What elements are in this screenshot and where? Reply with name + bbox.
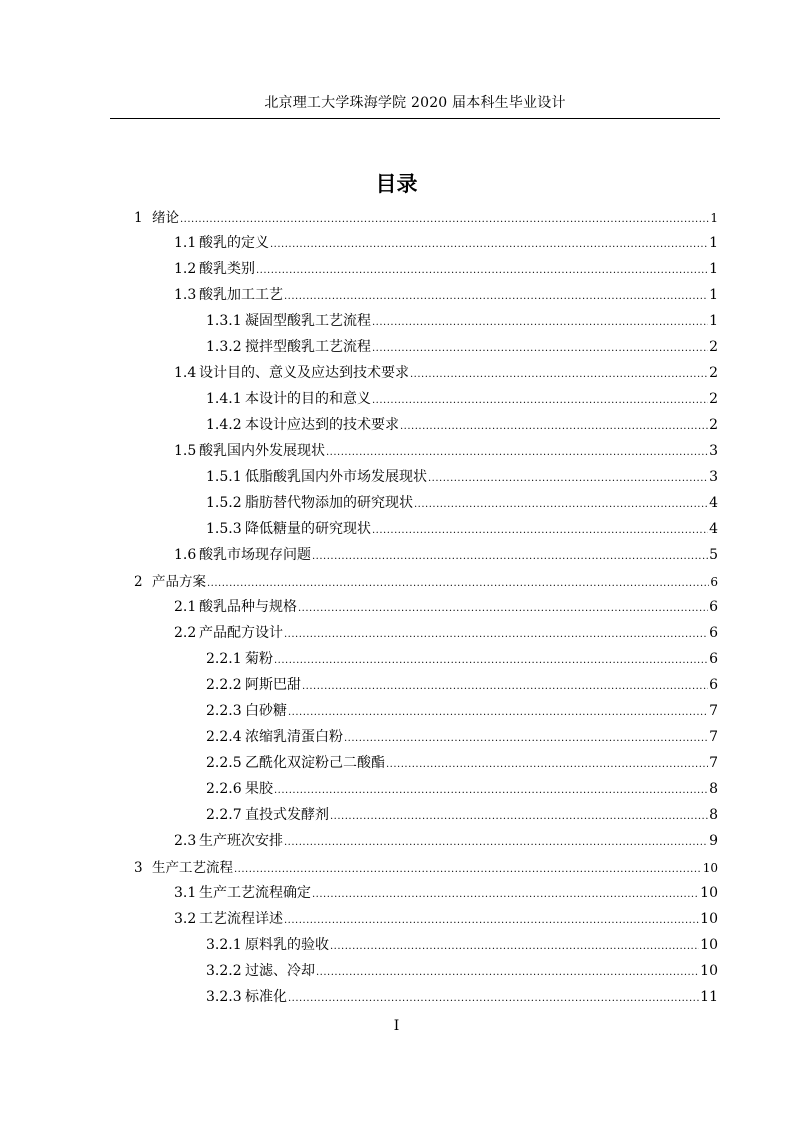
toc-entry[interactable] xyxy=(0,774,793,800)
toc-entry-page: 10 xyxy=(700,911,718,927)
toc-entry[interactable] xyxy=(0,410,793,436)
toc-entry-page: 5 xyxy=(709,547,718,563)
toc-leader-dots xyxy=(274,655,708,666)
toc-entry-page: 6 xyxy=(709,677,718,693)
toc-entry[interactable] xyxy=(0,904,793,930)
toc-entry[interactable] xyxy=(0,384,793,410)
toc-entry-line xyxy=(206,986,718,1006)
toc-entry-number: 3.2.2 xyxy=(206,963,242,979)
toc-entry[interactable] xyxy=(0,540,793,566)
toc-leader-dots xyxy=(428,473,708,484)
toc-entry-title: 生产工艺流程 xyxy=(152,860,233,876)
toc-entry-line xyxy=(134,206,718,226)
toc-leader-dots xyxy=(410,369,708,380)
toc-entry-page: 6 xyxy=(709,599,718,615)
toc-entry-number: 1.3 xyxy=(174,287,197,303)
toc-entry-page: 7 xyxy=(709,703,718,719)
toc-entry[interactable] xyxy=(0,748,793,774)
toc-entry-number: 1.5.3 xyxy=(206,521,242,537)
toc-entry-line xyxy=(174,258,718,278)
toc-entry-page: 10 xyxy=(700,937,718,953)
toc-entry-title: 产品方案 xyxy=(152,574,206,590)
toc-entry[interactable] xyxy=(0,332,793,358)
toc-entry[interactable] xyxy=(0,566,793,592)
toc-leader-dots xyxy=(330,811,708,822)
toc-entry-line xyxy=(174,440,718,460)
toc-entry[interactable] xyxy=(0,696,793,722)
toc-entry-line xyxy=(206,336,718,356)
toc-entry-number: 2.1 xyxy=(174,599,197,615)
toc-entry-page: 1 xyxy=(709,261,718,277)
toc-entry-title: 浓缩乳清蛋白粉 xyxy=(245,729,343,745)
toc-leader-dots xyxy=(344,733,708,744)
toc-entry-line xyxy=(174,284,718,304)
toc-entry-line xyxy=(206,700,718,720)
toc-entry-title: 本设计的目的和意义 xyxy=(245,391,371,407)
toc-entry-number: 1.2 xyxy=(174,261,197,277)
toc-entry-number: 1.4.1 xyxy=(206,391,242,407)
toc-leader-dots xyxy=(372,343,708,354)
toc-entry-number: 1.4 xyxy=(174,365,197,381)
toc-entry-number: 2.3 xyxy=(174,833,197,849)
toc-entry-title: 绪论 xyxy=(152,210,179,226)
toc-leader-dots xyxy=(312,889,699,900)
toc-leader-dots xyxy=(400,421,708,432)
running-header: 北京理工大学珠海学院 2020 届本科生毕业设计 xyxy=(264,95,566,111)
toc-entry-page: 11 xyxy=(700,989,718,1005)
toc-entry-title: 乙酰化双淀粉己二酸酯 xyxy=(245,755,385,771)
page-title: 目录 xyxy=(375,172,418,196)
toc-entry[interactable] xyxy=(0,956,793,982)
toc-entry-number: 2.2.1 xyxy=(206,651,242,667)
toc-entry-page: 3 xyxy=(709,443,718,459)
toc-entry[interactable] xyxy=(0,254,793,280)
toc-entry-title: 酸乳类别 xyxy=(199,261,255,277)
toc-entry-line xyxy=(206,960,718,980)
toc-entry[interactable] xyxy=(0,722,793,748)
toc-entry[interactable] xyxy=(0,644,793,670)
toc-entry-line xyxy=(206,804,718,824)
toc-entry-page: 10 xyxy=(700,885,718,901)
toc-entry-title: 过滤、冷却 xyxy=(245,963,315,979)
toc-entry[interactable] xyxy=(0,358,793,384)
toc-entry-title: 阿斯巴甜 xyxy=(245,677,301,693)
toc-entry-line xyxy=(206,934,718,954)
toc-leader-dots xyxy=(414,499,708,510)
toc-entry-number: 1.5 xyxy=(174,443,197,459)
toc-entry[interactable] xyxy=(0,930,793,956)
toc-entry-title: 果胶 xyxy=(245,781,273,797)
toc-leader-dots xyxy=(288,707,708,718)
toc-entry-number: 3.2.3 xyxy=(206,989,242,1005)
toc-entry-title: 降低糖量的研究现状 xyxy=(245,521,371,537)
toc-entry-number: 2.2.7 xyxy=(206,807,242,823)
toc-entry-line xyxy=(174,622,718,642)
toc-entry[interactable] xyxy=(0,592,793,618)
toc-entry[interactable] xyxy=(0,228,793,254)
toc-leader-dots xyxy=(284,837,708,848)
toc-leader-dots xyxy=(256,265,708,276)
toc-entry-number: 1.3.1 xyxy=(206,313,242,329)
toc-entry-number: 1.3.2 xyxy=(206,339,242,355)
toc-entry-line xyxy=(174,544,718,564)
toc-entry[interactable] xyxy=(0,202,793,228)
toc-entry-number: 2 xyxy=(134,574,143,590)
toc-entry-title: 生产班次安排 xyxy=(199,833,283,849)
header-rule xyxy=(110,118,720,119)
toc-entry[interactable] xyxy=(0,280,793,306)
toc-entry-number: 2.2.4 xyxy=(206,729,242,745)
toc-entry-number: 1.5.2 xyxy=(206,495,242,511)
toc-entry-page: 1 xyxy=(709,313,718,329)
toc-entry-line xyxy=(206,648,718,668)
toc-entry-page: 4 xyxy=(709,495,718,511)
toc-leader-dots xyxy=(284,915,699,926)
toc-leader-dots xyxy=(284,291,708,302)
toc-entry-line xyxy=(174,908,718,928)
toc-entry-line xyxy=(206,466,718,486)
toc-entry-line xyxy=(134,856,718,876)
toc-entry-page: 8 xyxy=(709,781,718,797)
toc-entry-page: 7 xyxy=(709,755,718,771)
toc-entry-title: 搅拌型酸乳工艺流程 xyxy=(245,339,371,355)
toc-leader-dots xyxy=(302,681,708,692)
toc-leader-dots xyxy=(330,941,699,952)
toc-entry[interactable] xyxy=(0,878,793,904)
toc-entry-title: 设计目的、意义及应达到技术要求 xyxy=(199,365,409,381)
toc-leader-dots xyxy=(284,629,708,640)
toc-entry-line xyxy=(174,362,718,382)
toc-leader-dots xyxy=(298,603,708,614)
toc-entry-number: 3 xyxy=(134,860,143,876)
toc-entry-page: 1 xyxy=(710,211,718,225)
toc-entry-line xyxy=(206,778,718,798)
toc-entry-title: 脂肪替代物添加的研究现状 xyxy=(245,495,413,511)
toc-leader-dots xyxy=(180,214,709,225)
toc-entry-line xyxy=(134,570,718,590)
toc-entry-page: 2 xyxy=(709,339,718,355)
toc-entry[interactable] xyxy=(0,670,793,696)
toc-entry-page: 7 xyxy=(709,729,718,745)
toc-entry-line xyxy=(206,310,718,330)
toc-entry-title: 酸乳加工工艺 xyxy=(199,287,283,303)
toc-entry[interactable] xyxy=(0,800,793,826)
toc-entry[interactable] xyxy=(0,826,793,852)
toc-leader-dots xyxy=(372,395,708,406)
toc-entry-page: 1 xyxy=(709,287,718,303)
toc-entry-line xyxy=(206,388,718,408)
toc-entry-number: 3.2 xyxy=(174,911,197,927)
toc-leader-dots xyxy=(234,864,702,875)
toc-leader-dots xyxy=(372,525,708,536)
toc-entry-page: 4 xyxy=(709,521,718,537)
toc-entry[interactable] xyxy=(0,306,793,332)
toc-entry-line xyxy=(174,882,718,902)
toc-entry-number: 2.2.2 xyxy=(206,677,242,693)
toc-entry-number: 1.1 xyxy=(174,235,197,251)
toc-leader-dots xyxy=(274,785,708,796)
toc-leader-dots xyxy=(372,317,708,328)
toc-entry-line xyxy=(206,674,718,694)
toc-entry-page: 6 xyxy=(710,575,718,589)
toc-leader-dots xyxy=(312,551,708,562)
toc-entry[interactable] xyxy=(0,982,793,1008)
toc-leader-dots xyxy=(316,967,699,978)
toc-entry-line xyxy=(206,726,718,746)
toc-entry-line xyxy=(206,752,718,772)
toc-entry-title: 酸乳的定义 xyxy=(199,235,269,251)
toc-entry-title: 凝固型酸乳工艺流程 xyxy=(245,313,371,329)
toc-entry-number: 1.4.2 xyxy=(206,417,242,433)
toc-entry-line xyxy=(174,596,718,616)
toc-entry-number: 2.2.6 xyxy=(206,781,242,797)
toc-entry-title: 酸乳品种与规格 xyxy=(199,599,297,615)
toc-entry[interactable] xyxy=(0,488,793,514)
toc-entry-number: 2.2.5 xyxy=(206,755,242,771)
toc-entry-number: 2.2.3 xyxy=(206,703,242,719)
toc-entry[interactable] xyxy=(0,852,793,878)
toc-entry-page: 6 xyxy=(709,625,718,641)
toc-entry[interactable] xyxy=(0,462,793,488)
toc-entry-title: 标准化 xyxy=(245,989,287,1005)
toc-entry-page: 9 xyxy=(709,833,718,849)
toc-entry-title: 白砂糖 xyxy=(245,703,287,719)
toc-entry-title: 酸乳国内外发展现状 xyxy=(199,443,325,459)
toc-entry-page: 8 xyxy=(709,807,718,823)
toc-entry-number: 2.2 xyxy=(174,625,197,641)
toc-entry-number: 1.6 xyxy=(174,547,197,563)
toc-entry-title: 原料乳的验收 xyxy=(245,937,329,953)
toc-entry[interactable] xyxy=(0,618,793,644)
toc-entry-title: 本设计应达到的技术要求 xyxy=(245,417,399,433)
toc-entry-page: 1 xyxy=(709,235,718,251)
toc-entry-page: 2 xyxy=(709,417,718,433)
toc-entry-number: 1.5.1 xyxy=(206,469,242,485)
toc-entry-page: 2 xyxy=(709,365,718,381)
toc-leader-dots xyxy=(270,239,708,250)
toc-entry-number: 3.1 xyxy=(174,885,197,901)
toc-entry-page: 10 xyxy=(702,861,718,875)
toc-leader-dots xyxy=(288,993,699,1004)
toc-entry-title: 生产工艺流程确定 xyxy=(199,885,311,901)
toc-entry-line xyxy=(206,414,718,434)
toc-entry[interactable] xyxy=(0,436,793,462)
toc-entry-page: 3 xyxy=(709,469,718,485)
toc-entry[interactable] xyxy=(0,514,793,540)
toc-entry-page: 2 xyxy=(709,391,718,407)
toc-entry-number: 1 xyxy=(134,210,143,226)
toc-entry-title: 菊粉 xyxy=(245,651,273,667)
toc-entry-line xyxy=(206,518,718,538)
toc-entry-title: 直投式发酵剂 xyxy=(245,807,329,823)
toc-entry-number: 3.2.1 xyxy=(206,937,242,953)
toc-entry-line xyxy=(174,232,718,252)
toc-entry-title: 低脂酸乳国内外市场发展现状 xyxy=(245,469,427,485)
toc-leader-dots xyxy=(386,759,708,770)
toc-entry-page: 6 xyxy=(709,651,718,667)
toc-entry-title: 工艺流程详述 xyxy=(199,911,283,927)
page-number: I xyxy=(393,1018,400,1034)
toc-entry-line xyxy=(206,492,718,512)
toc-leader-dots xyxy=(207,578,709,589)
toc-entry-title: 产品配方设计 xyxy=(199,625,283,641)
table-of-contents xyxy=(0,202,793,1008)
toc-entry-page: 10 xyxy=(700,963,718,979)
toc-entry-title: 酸乳市场现存问题 xyxy=(199,547,311,563)
toc-entry-line xyxy=(174,830,718,850)
toc-leader-dots xyxy=(326,447,708,458)
